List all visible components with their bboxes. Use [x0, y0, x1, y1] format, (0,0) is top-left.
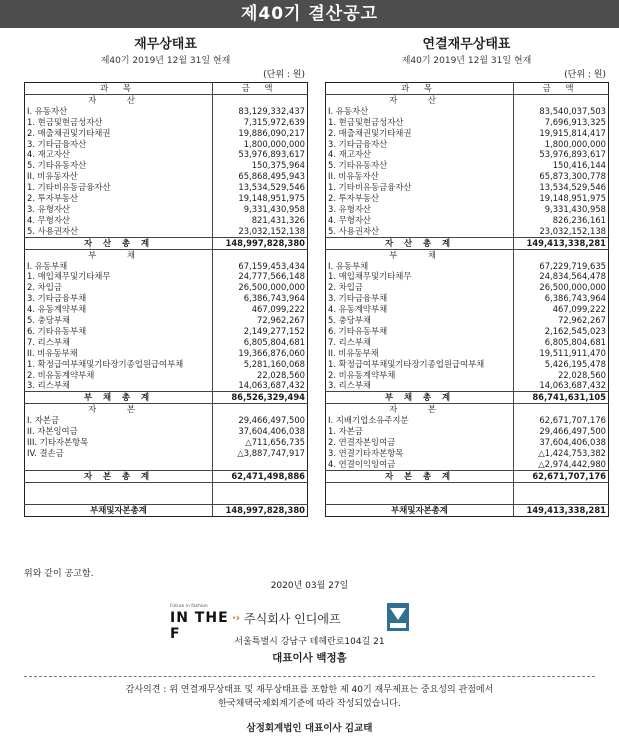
row-amount: 53,976,893,617 — [213, 149, 308, 160]
grand-total — [326, 505, 609, 517]
row-amount: 22,028,560 — [514, 370, 609, 381]
row-amount: 149,413,338,281 — [514, 237, 609, 249]
row-label: I. 유동부채 — [27, 260, 68, 271]
row-amount: 148,997,828,380 — [213, 237, 308, 249]
section-spacer — [213, 94, 308, 105]
row-label: 3. 기타금융부채 — [27, 293, 87, 304]
statement-table — [24, 82, 308, 517]
row-label: 5. 기타유동자산 — [328, 160, 388, 171]
blank-row — [25, 482, 308, 493]
row-label: 4. 연결이익잉여금 — [328, 458, 396, 469]
row-amount: 2,162,545,023 — [514, 326, 609, 337]
blank-cell — [213, 482, 308, 493]
row-label: 2. 비유동계약부채 — [27, 369, 95, 380]
asset-total — [326, 237, 609, 249]
line-item — [326, 226, 609, 237]
row-label: 1. 확정급여부채및기타장기종업원급여부채 — [27, 358, 184, 369]
row-label: 3. 유형자산 — [328, 203, 372, 214]
section-label: 자 본 — [88, 404, 149, 415]
row-amount: 22,028,560 — [213, 370, 308, 381]
statement-date: 제40기 2019년 12월 31일 현재 — [401, 56, 532, 66]
row-label: 1. 현금및현금성자산 — [328, 116, 404, 127]
row-amount: 83,129,332,437 — [213, 106, 308, 117]
asset-total — [25, 237, 308, 249]
row-label: I. 자본금 — [27, 415, 60, 426]
liability-total — [25, 392, 308, 404]
row-amount: 13,534,529,546 — [213, 182, 308, 193]
section-label: 자 산 — [389, 94, 450, 105]
row-label: 과 목 — [25, 83, 213, 95]
row-label: 4. 재고자산 — [27, 149, 71, 160]
statement-title: 연결재무상태표 — [422, 37, 511, 52]
line-item — [25, 215, 308, 226]
announcement-date: 2020년 03월 27일 — [270, 581, 349, 591]
line-item — [326, 293, 609, 304]
line-item — [25, 359, 308, 370]
row-amount: 83,540,037,503 — [514, 106, 609, 117]
line-item — [326, 315, 609, 326]
row-amount: 6,805,804,681 — [213, 337, 308, 348]
row-label: 2. 매출채권및기타채권 — [328, 127, 412, 138]
unit-label: (단위 : 원) — [263, 70, 305, 80]
row-amount: 65,868,495,943 — [213, 171, 308, 182]
row-label: 2. 매출채권및기타채권 — [27, 127, 111, 138]
blank-cell — [326, 494, 514, 505]
row-label: 3. 기타금융자산 — [328, 138, 388, 149]
row-label: 자 본 총 계 — [326, 470, 514, 482]
row-label: 1. 매입채무및기타채무 — [328, 271, 412, 282]
blank-row — [25, 494, 308, 505]
balance-sheet-panel — [24, 36, 307, 517]
company-name: 주식회사 인디에프 — [244, 612, 341, 626]
row-amount: 6,805,804,681 — [514, 337, 609, 348]
row-label: III. 기타자본항목 — [27, 437, 89, 447]
row-amount: △711,656,735 — [213, 437, 308, 448]
row-label: 3. 연결기타자본항목 — [328, 447, 404, 458]
unit-label: (단위 : 원) — [564, 70, 606, 80]
line-item — [326, 426, 609, 437]
row-amount: 150,375,964 — [213, 160, 308, 171]
line-item — [25, 293, 308, 304]
row-amount: △2,974,442,980 — [514, 459, 609, 470]
row-amount: 86,741,631,105 — [514, 392, 609, 404]
table-header — [25, 83, 308, 95]
row-label: II. 비유동부채 — [328, 347, 379, 358]
equity-total — [326, 470, 609, 482]
section-heading — [326, 249, 609, 260]
row-amount: 24,777,566,148 — [213, 271, 308, 282]
row-label: 부채및자본총계 — [326, 505, 514, 517]
section-label: 자 산 — [88, 94, 149, 105]
line-item — [326, 415, 609, 426]
line-item — [25, 171, 308, 182]
blank-cell — [25, 482, 213, 493]
row-amount: 7,315,972,639 — [213, 117, 308, 128]
row-label: 2. 연결자본잉여금 — [328, 437, 396, 447]
row-amount: △3,887,747,917 — [213, 448, 308, 459]
line-item — [25, 370, 308, 381]
row-amount: 19,886,090,217 — [213, 128, 308, 139]
line-item — [326, 304, 609, 315]
line-item — [326, 204, 609, 215]
row-label: 4. 유동계약부채 — [328, 304, 388, 315]
row-amount: 821,431,326 — [213, 215, 308, 226]
section-spacer — [213, 404, 308, 415]
line-item — [25, 106, 308, 117]
line-item — [326, 171, 609, 182]
row-amount: 5,426,195,478 — [514, 359, 609, 370]
row-amount: 149,413,338,281 — [514, 505, 609, 517]
row-label: 부 채 총 계 — [326, 392, 514, 404]
row-amount: 72,962,267 — [213, 315, 308, 326]
row-amount: △1,424,753,382 — [514, 448, 609, 459]
line-item — [25, 149, 308, 160]
row-amount: 24,834,564,478 — [514, 271, 609, 282]
line-item — [25, 326, 308, 337]
line-item — [25, 426, 308, 437]
line-item — [25, 160, 308, 171]
line-item — [25, 271, 308, 282]
row-amount: 29,466,497,500 — [213, 415, 308, 426]
line-item — [326, 215, 609, 226]
row-label: IV. 결손금 — [27, 447, 64, 458]
blank-cell — [514, 494, 609, 505]
row-label: I. 유동자산 — [328, 105, 369, 116]
row-label: 부채및자본총계 — [25, 505, 213, 517]
line-item — [326, 448, 609, 459]
line-item — [25, 459, 308, 470]
row-label: 6. 기타유동부채 — [27, 325, 87, 336]
line-item — [326, 337, 609, 348]
row-label — [25, 459, 213, 470]
section-heading — [25, 404, 308, 415]
row-label: 1. 현금및현금성자산 — [27, 116, 103, 127]
row-label: 4. 유동계약부채 — [27, 304, 87, 315]
row-label: 자 본 총 계 — [25, 470, 213, 482]
row-label: 7. 리스부채 — [27, 336, 71, 347]
row-amount: 37,604,406,038 — [514, 437, 609, 448]
row-amount: 금 액 — [213, 83, 308, 95]
divider — [24, 676, 595, 677]
line-item — [25, 304, 308, 315]
row-amount: 19,511,911,470 — [514, 348, 609, 359]
row-label: 자 산 총 계 — [25, 237, 213, 249]
row-label: 1. 자본금 — [328, 426, 363, 437]
line-item — [25, 448, 308, 459]
equity-total — [25, 470, 308, 482]
row-label: 2. 투자부동산 — [27, 193, 79, 204]
row-amount: 26,500,000,000 — [514, 282, 609, 293]
row-label: II. 비유동자산 — [328, 171, 379, 182]
line-item — [25, 415, 308, 426]
logo-wordmark: IN THE F — [170, 610, 229, 642]
corporate-seal-icon — [386, 602, 410, 632]
line-item — [25, 261, 308, 272]
row-amount: 150,416,144 — [514, 160, 609, 171]
row-amount: 19,366,876,060 — [213, 348, 308, 359]
row-amount: 67,229,719,635 — [514, 261, 609, 272]
row-amount: 19,148,951,975 — [213, 193, 308, 204]
blank-cell — [514, 482, 609, 493]
row-amount: 29,466,497,500 — [514, 426, 609, 437]
line-item — [326, 459, 609, 470]
section-heading — [25, 249, 308, 260]
row-label: II. 비유동자산 — [27, 171, 78, 182]
row-amount: 2,149,277,152 — [213, 326, 308, 337]
row-amount: 26,500,000,000 — [213, 282, 308, 293]
row-label: I. 유동자산 — [27, 105, 68, 116]
audit-opinion-line-2: 한국채택국제회계기준에 따라 작성되었습니다. — [218, 699, 401, 709]
blank-cell — [25, 494, 213, 505]
row-amount: 19,915,814,417 — [514, 128, 609, 139]
liability-total — [326, 392, 609, 404]
notice-banner: 제40기 결산공고 — [0, 0, 619, 28]
row-amount: 6,386,743,964 — [213, 293, 308, 304]
line-item — [25, 182, 308, 193]
row-amount: 9,331,430,958 — [213, 204, 308, 215]
announcement-note: 위와 같이 공고함. — [24, 569, 94, 579]
row-label: 4. 재고자산 — [328, 149, 372, 160]
ceo-name: 대표이사 백정흠 — [272, 652, 347, 664]
line-item — [326, 149, 609, 160]
row-amount: 금 액 — [514, 83, 609, 95]
statement-title: 재무상태표 — [134, 37, 197, 52]
line-item — [25, 282, 308, 293]
row-amount: 72,962,267 — [514, 315, 609, 326]
line-item — [25, 204, 308, 215]
row-label: 4. 무형자산 — [328, 214, 372, 225]
row-amount: 13,534,529,546 — [514, 182, 609, 193]
row-amount: 6,386,743,964 — [514, 293, 609, 304]
auditor-signature: 삼정회계법인 대표이사 김교태 — [246, 723, 373, 734]
line-item — [326, 271, 609, 282]
line-item — [326, 326, 609, 337]
blank-row — [326, 482, 609, 493]
line-item — [326, 117, 609, 128]
line-item — [25, 348, 308, 359]
row-label: 1. 기타비유동금융자산 — [328, 182, 412, 193]
line-item — [326, 193, 609, 204]
row-label: 3. 유형자산 — [27, 203, 71, 214]
row-label: II. 자본잉여금 — [27, 426, 78, 437]
row-amount: 5,281,160,068 — [213, 359, 308, 370]
row-amount: 62,671,707,176 — [514, 470, 609, 482]
row-label: 5. 사용권자산 — [328, 225, 380, 236]
row-amount: 65,873,300,778 — [514, 171, 609, 182]
row-label: 3. 리스부채 — [27, 380, 71, 391]
row-label: 1. 확정급여부채및기타장기종업원급여부채 — [328, 358, 485, 369]
row-amount: 14,063,687,432 — [514, 380, 609, 391]
row-amount: 826,236,161 — [514, 215, 609, 226]
row-amount: 1,800,000,000 — [514, 139, 609, 150]
row-amount: 23,032,152,138 — [514, 226, 609, 237]
row-label: 3. 기타금융자산 — [27, 138, 87, 149]
line-item — [326, 359, 609, 370]
line-item — [326, 160, 609, 171]
row-label: I. 유동부채 — [328, 260, 369, 271]
line-item — [326, 370, 609, 381]
line-item — [326, 261, 609, 272]
row-amount: 148,997,828,380 — [213, 505, 308, 517]
company-logo — [170, 604, 240, 642]
line-item — [25, 139, 308, 150]
logo-tagline: Future in fashion — [170, 604, 208, 609]
row-label: 2. 비유동계약부채 — [328, 369, 396, 380]
row-amount: 467,099,222 — [514, 304, 609, 315]
line-item — [326, 348, 609, 359]
row-label: 5. 충당부채 — [328, 315, 372, 326]
row-amount: 19,148,951,975 — [514, 193, 609, 204]
row-label: 1. 기타비유동금융자산 — [27, 182, 111, 193]
row-label: II. 비유동부채 — [27, 347, 78, 358]
company-address: 서울특별시 강남구 테헤란로104길 21 — [234, 637, 385, 647]
grand-total — [25, 505, 308, 517]
audit-opinion-line-1: 감사의견 : 위 연결재무상태표 및 재무상태표를 포함한 제 40기 재무제표는 중요성의 관점에서 — [125, 685, 494, 695]
line-item — [326, 380, 609, 391]
line-item — [25, 437, 308, 448]
row-amount: 86,526,329,494 — [213, 392, 308, 404]
line-item — [25, 128, 308, 139]
blank-row — [326, 494, 609, 505]
row-label: I. 지배기업소유주지분 — [328, 415, 409, 426]
row-label: 자 산 총 계 — [326, 237, 514, 249]
section-heading — [25, 94, 308, 105]
row-amount: 467,099,222 — [213, 304, 308, 315]
line-item — [326, 282, 609, 293]
row-amount: 1,800,000,000 — [213, 139, 308, 150]
table-header — [326, 83, 609, 95]
row-label: 3. 기타금융부채 — [328, 293, 388, 304]
section-spacer — [514, 94, 609, 105]
row-amount — [213, 459, 308, 470]
logo-arrow-icon: ·› — [232, 613, 240, 624]
row-amount: 7,696,913,325 — [514, 117, 609, 128]
row-label: 7. 리스부채 — [328, 336, 372, 347]
line-item — [326, 437, 609, 448]
section-spacer — [213, 249, 308, 260]
consolidated-balance-sheet-panel — [325, 36, 608, 517]
row-label: 부 채 총 계 — [25, 392, 213, 404]
line-item — [25, 315, 308, 326]
blank-cell — [326, 482, 514, 493]
line-item — [326, 128, 609, 139]
row-label: 과 목 — [326, 83, 514, 95]
row-label: 1. 매입채무및기타채무 — [27, 271, 111, 282]
row-label: 4. 무형자산 — [27, 214, 71, 225]
section-spacer — [514, 404, 609, 415]
section-label: 부 채 — [88, 249, 149, 260]
row-amount: 53,976,893,617 — [514, 149, 609, 160]
row-label: 3. 리스부채 — [328, 380, 372, 391]
line-item — [326, 139, 609, 150]
statement-date: 제40기 2019년 12월 31일 현재 — [100, 56, 231, 66]
section-label: 자 본 — [389, 404, 450, 415]
row-amount: 62,671,707,176 — [514, 415, 609, 426]
row-label: 5. 기타유동자산 — [27, 160, 87, 171]
row-label: 2. 차입금 — [27, 282, 62, 293]
row-label: 5. 충당부채 — [27, 315, 71, 326]
section-heading — [326, 94, 609, 105]
line-item — [25, 117, 308, 128]
line-item — [25, 226, 308, 237]
section-spacer — [514, 249, 609, 260]
row-amount: 23,032,152,138 — [213, 226, 308, 237]
line-item — [326, 106, 609, 117]
section-heading — [326, 404, 609, 415]
section-label: 부 채 — [389, 249, 450, 260]
blank-cell — [213, 494, 308, 505]
line-item — [326, 182, 609, 193]
row-label: 5. 사용권자산 — [27, 225, 79, 236]
line-item — [25, 193, 308, 204]
row-label: 6. 기타유동부채 — [328, 325, 388, 336]
row-label: 2. 차입금 — [328, 282, 363, 293]
line-item — [25, 337, 308, 348]
row-amount: 9,331,430,958 — [514, 204, 609, 215]
row-amount: 62,471,498,886 — [213, 470, 308, 482]
row-label: 2. 투자부동산 — [328, 193, 380, 204]
line-item — [25, 380, 308, 391]
statement-table — [325, 82, 609, 517]
row-amount: 67,159,453,434 — [213, 261, 308, 272]
row-amount: 37,604,406,038 — [213, 426, 308, 437]
row-amount: 14,063,687,432 — [213, 380, 308, 391]
